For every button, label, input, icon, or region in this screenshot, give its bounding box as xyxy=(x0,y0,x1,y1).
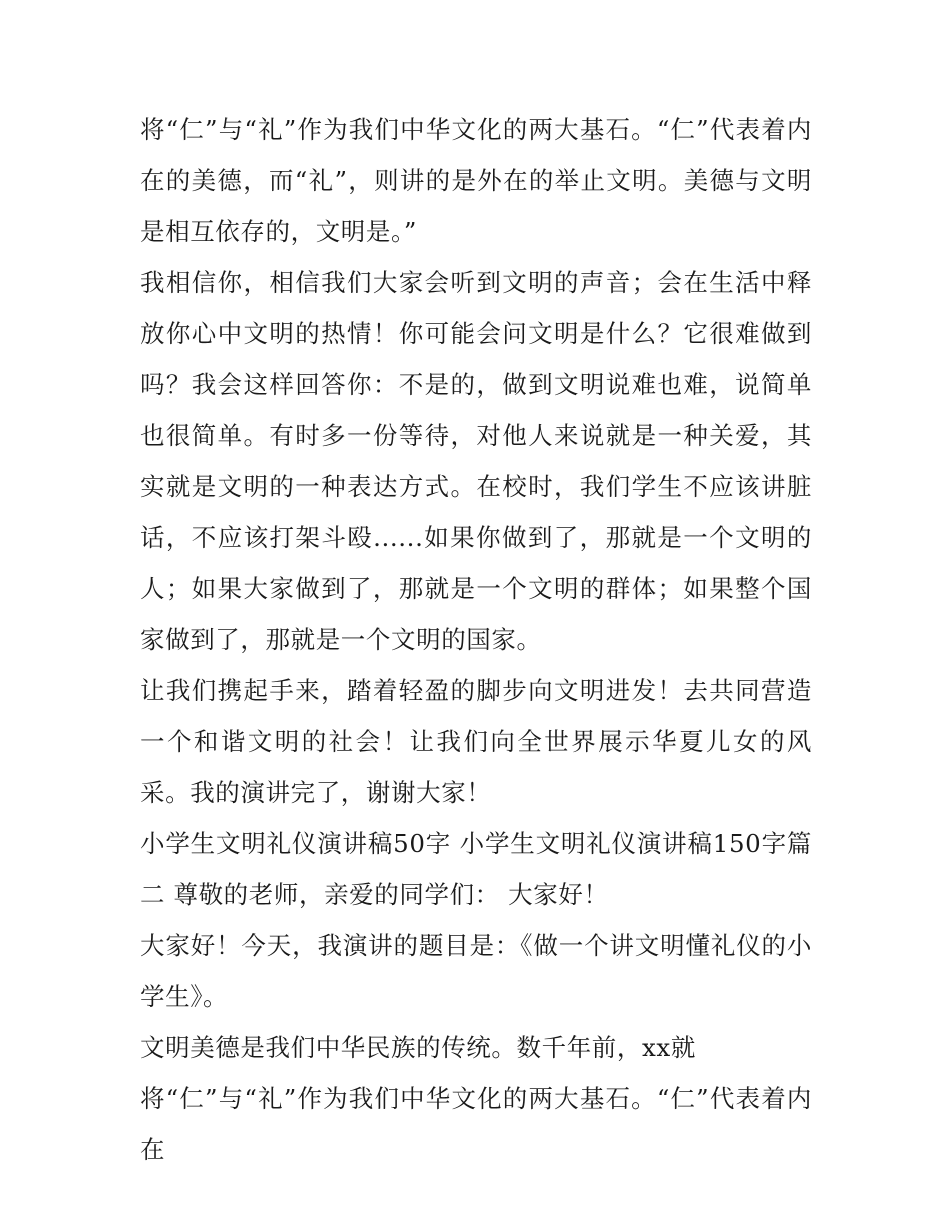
paragraph-1: 将“仁”与“礼”作为我们中华文化的两大基石。“仁”代表着内在的美德，而“礼”，则讲的是外在的举止文明。美德与文明是相互依存的，文明是。” xyxy=(140,115,812,246)
paragraph-4: 小学生文明礼仪演讲稿50字 小学生文明礼仪演讲稿150字篇二 尊敬的老师，亲爱的同学们： 大家好！ xyxy=(140,829,812,909)
document-body xyxy=(140,104,812,1175)
paragraph-5: 大家好！今天，我演讲的题目是：《做一个讲文明懂礼仪的小学生》。 xyxy=(140,931,812,1011)
paragraph-6: 文明美德是我们中华民族的传统。数千年前，xx就 xyxy=(140,1033,696,1062)
paragraph-2: 我相信你，相信我们大家会听到文明的声音；会在生活中释放你心中文明的热情！你可能会问文明是什么？它很难做到吗？我会这样回答你：不是的，做到文明说难也难，说简单也很简单。有时多一份等待，对他人来说就是一种关爱，其实就是文明的一种表达方式。在校时，我们学生不应该讲脏话，不应该打架斗殴......如果你做到了，那就是一个文明的人；如果大家做到了，那就是一个文明的群体；如果整个国家做到了，那就是一个文明的国家。 xyxy=(140,268,812,654)
paragraph-3: 让我们携起手来，踏着轻盈的脚步向文明进发！去共同营造一个和谐文明的社会！让我们向全世界展示华夏儿女的风采。我的演讲完了，谢谢大家！ xyxy=(140,676,812,807)
paragraph-7: 将“仁”与“礼”作为我们中华文化的两大基石。“仁”代表着内在 xyxy=(140,1084,812,1164)
